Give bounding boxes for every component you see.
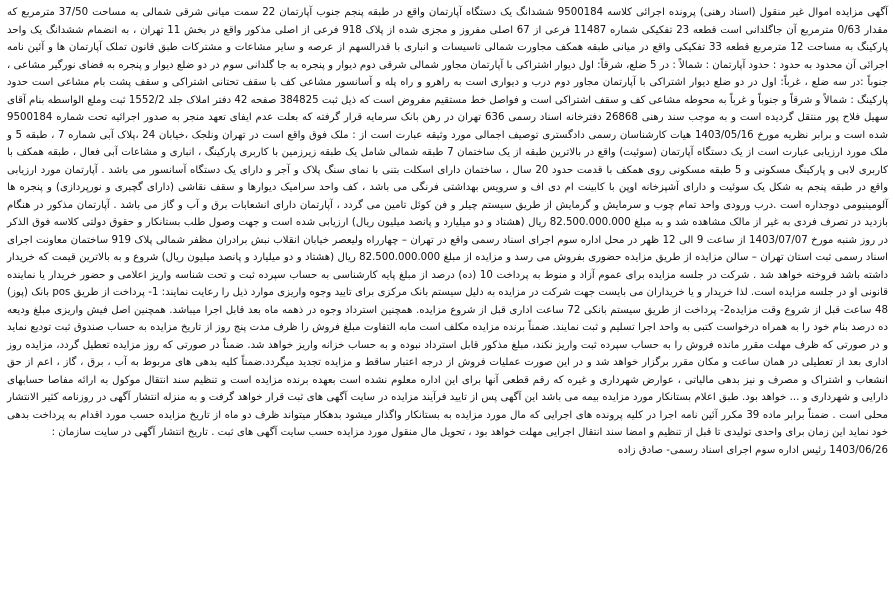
notice-signature: رئیس اداره سوم اجرای اسناد رسمی- صادق زاده [618,444,827,456]
notice-body-text: آگهی مزایده اموال غیر منقول (اسناد رهنی) پرونده اجرائی کلاسه 9500184 ششدانگ یک دستگاه آپارتمان واقع در طبقه پنجم جنوب آپارتمان 22 سمت میانی شرقی شمالی به مساحت 37/50 مترمربع که مقدار 0/63 مترمربع آن جاگلدانی است قطعه 23 تفکیکی شماره 11487 فرعی از 67 اصلی مفروز و مجزی شده از پلاک 918 فرعی از اصلی مذکور واقع در بخش 11 تهران ، به انضمام ششدانگ یک واحد پارکینگ به مساحت 12 مترمربع قطعه 33 تفکیکی واقع در میانی طبقه همکف مجاورت شمالی تاسیسات و انباری با قدرالسهم از عرصه و سایر مشاعات و مشترکات طبق قانون تملک آپارتمان ها و آئین نامه اجرائی آن محدود به حدود : حدود آپارتمان : شمالاً : در 5 ضلع، شرقاً: اول دیوار اشتراکی با آپارتمان مجاور شمالی شرقی دوم دیوار و پنجره به جا گلدانی سوم در دو ضلع دیوار و پنجره به فضای نورگیر مشاعی ، جنوباً :در سه ضلع ، غرباً: اول در دو ضلع دیوار اشتراکی با آپارتمان مجاور دوم درب و دیواری است به راهرو و راه پله و آسانسور مشاعی کف با سقف تحتانی اشتراکی و سقف پشت بام مشاعی است حدود پارکینگ : شمالاً و شرقاً و جنوباً و غرباً به محوطه مشاعی کف و سقف اشتراکی است و فواصل خط مستقیم مفروض است که ذیل ثبت 384825 صفحه 42 دفتر املاک جلد 1552/2 ثبت وملع الواسطه بنام آقای سهیل فلاح پور منتقل گردیده است و به موجب سند رهنی 26868 دفترخانه اسناد رسمی 636 تهران در رهن بانک سرمایه قرار گرفته که بعلت عدم ایفای تعهد منجر به صدور اجرائیه تحت شماره 9500184 شده است و برابر نظریه مورخ 1403/05/16 هیات کارشناسان رسمی دادگستری توصیف اجمالی مورد وثیقه عبارت است از : ملک فوق واقع است در تهران ونلجک ،خیابان 24 ،پلاک آبی شماره 7 ، طبقه 5 و ملک مورد ارزیابی عبارت است از یک دستگاه آپارتمان (سوئیت) واقع در بالاترین طبقه از یک ساختمان 7 طبقه شمالی شامل یک طبقه زیرزمین با کاربری پارکینگ ، انباری و مشاعات آبی فعال ، طبقه همکف با کاربری لابی و پارکینگ مسکونی و 5 طبقه مسکونی روی همکف با قدمت حدود 20 سال ، ساختمان دارای اسکلت بتنی با نمای سنگ پلاک و آجر و دارای یک دستگاه آسانسور می باشد . آپارتمان مورد ارزیابی واقع در طبقه پنجم به شکل یک سوئیت و دارای آشپزخانه اوپن با کابینت ام دی اف و سرویس بهداشتی فرنگی می باشد ، کف واحد سرامیک دیوارها و سقف نقاشی (دارای گچبری و نورپردازی) و پنجره ها آلومینیومی دوجداره است .درب ورودی واحد تمام چوب و سرمایش و گرمایش از طریق سیستم چیلر و فن کوئل تامین می گردد ، آپارتمان دارای انشعابات برق و آب و گاز می باشد . آپارتمان مذکور در هنگام بازدید در تصرف فردی به غیر از مالک مشاهده شد و به مبلغ 82.500.000.000 ریال (هشتاد و دو میلیارد و پانصد میلیون ریال) ارزیابی شده است و جهت وصول طلب بستانکار و حقوق دولتی کلاسه فوق الذکر در روز شنبه مورخ 1403/07/07 از ساعت 9 الی 12 ظهر در محل اداره سوم اجرای اسناد رسمی واقع در تهران – چهارراه ولیعصر خیابان انقلاب نبش برادران مظفر شمالی پلاک 919 ساختمان معاونت اجرای اسناد رسمی ثبت استان تهران – سالن مزایده از طریق مزایده حضوری بفروش می رسد و مزایده از مبلغ 82.500.000.000 ریال (هشتاد و دو میلیارد و پانصد میلیون ریال) شروع و به بالاترین قیمت که خریدار داشته باشد فروخته خواهد شد . شرکت در جلسه مزایده برای عموم آزاد و منوط به پرداخت 10 (ده) درصد از مبلغ پایه کارشناسی به حساب سپرده ثبت و تحت شناسه واریز اعلامی و حضور خریدار یا نماینده قانونی او در جلسه مزایده است. لذا خریدار و یا خریداران می بایست جهت شرکت در مزایده به دلیل سیستم بانک مرکزی برای تایید وجوه واریزی موارد ذیل را رعایت نمایند: 1- پرداخت از طریق pos بانک (پوز) 48 ساعت قبل از شروع وقت مزایده2- پرداخت از طریق سیستم بانکی 72 ساعت اداری قبل از شروع مزایده. همچنین استرداد وجوه در ذهمه ماه بعد قابل اجرا میباشد. همچنین اصل فیش واریزی مبلغ ودیعه ده درصد بنام خود را به همراه درخواست کتبی به واحد اجرا تسلیم و ثبت نمایند. ضمناً برنده مزایده مکلف است مابه التفاوت مبلغ فروش را ظرف مدت پنج روز از تاریخ مزایده به حساب صندوق ثبت تودیع نماید و در صورتی که ظرف مهلت مقرر مانده فروش را به حساب سپرده ثبت واریز نکند، مبلغ مذکور قابل استرداد نبوده و به حساب خزانه واریز خواهد شد. ضمناً در صورتی که روز مزایده تعطیل گردد، مزایده روز اداری بعد از تعطیلی در همان ساعت و مکان مقرر برگزار خواهد شد و در این صورت عملیات فروش از درجه اعتبار ساقط و مزایده تجدید میگردد.ضمناً کلیه بدهی های مربوط به آب ، برق ، گاز ، اعم از حق انشعاب و اشتراک و مصرف و نیز بدهی مالیاتی ، عوارض شهرداری و غیره که رقم قطعی آنها برای این اداره معلوم نشده است بعهده برنده مزایده است و تنظیم سند انتقال موکول به ارائه مفاصا حسابهای دارایی و شهرداری و ... خواهد بود. طبق اعلام بستانکار مورد مزایده بیمه می باشد این آگهی پس از تایید فرآیند مزایده در سایت آگهی های ثبت قرار خواهد گرفت و به منزله انتشار آگهی در روزنامه کثیر الانتشار محلی است . ضمناً برابر ماده 39 مکرر آئین نامه اجرا در کلیه پرونده های اجرایی که مال مورد مزایده به بستانکار واگذار میشود بدهکار میتواند ظرف دو ماه از تاریخ مزایده حسب مورد اقدام به پرداخت بدهی خود نماید این زمان برای واحدی تولیدی تا قبل از تنظیم و امضا سند انتقال اجرایی مهلت خواهد بود ، تحویل مال منقول مورد مزایده حسب سایت آگهی های ثبت . تاریخ انتشار آگهی در سایت سازمان : [7,7,889,438]
notice-publish-date: 1403/06/26 [829,444,888,456]
notice-footer [7,442,888,460]
